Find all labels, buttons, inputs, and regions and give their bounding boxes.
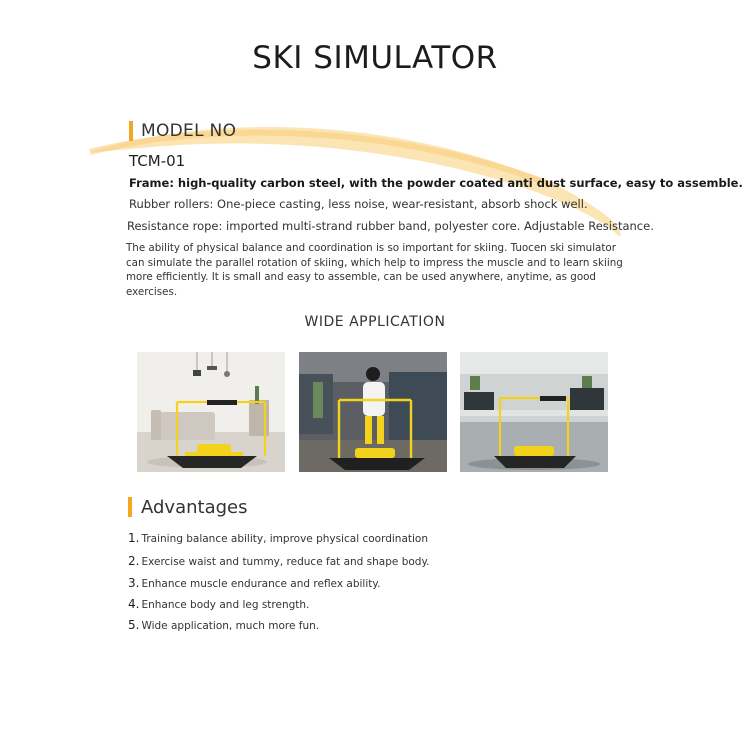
photo-indoor-training <box>299 352 447 472</box>
advantage-number: 5. <box>128 618 140 632</box>
spec-frame: Frame: high-quality carbon steel, with the powder coated anti dust surface, easy to assemble. <box>129 176 743 190</box>
spec-rope: Resistance rope: imported multi-strand rubber band, polyester core. Adjustable Resistance. <box>127 219 654 233</box>
advantage-number: 2. <box>128 554 140 568</box>
advantage-number: 3. <box>128 576 140 590</box>
advantage-item-3 <box>128 576 380 590</box>
advantage-item-4 <box>128 597 309 611</box>
advantage-number: 1. <box>128 531 140 545</box>
advantage-item-1 <box>128 531 428 545</box>
model-code: TCM-01 <box>129 152 186 170</box>
advantage-text: Enhance body and leg strength. <box>141 599 310 611</box>
application-heading: WIDE APPLICATION <box>304 314 446 330</box>
advantage-text: Exercise waist and tummy, reduce fat and shape body. <box>141 556 430 568</box>
advantage-text: Enhance muscle endurance and reflex ability. <box>141 578 381 590</box>
page-title: SKI SIMULATOR <box>252 40 498 76</box>
advantage-text: Training balance ability, improve physical coordination <box>141 533 429 545</box>
spec-rollers: Rubber rollers: One-piece casting, less noise, wear-resistant, absorb shock well. <box>129 197 588 211</box>
photo-office <box>460 352 608 472</box>
product-description: The ability of physical balance and coordination is so important for skiing. Tuocen ski simulator can simulate the parallel rotation of skiing, which help to impress the muscle and to learn skiing more efficiently. It is small and easy to assemble, can be used anywhere, anytime, as good exercises. <box>126 242 623 298</box>
photo-living-room <box>137 352 285 472</box>
model-heading-bar <box>129 121 133 141</box>
advantage-text: Wide application, much more fun. <box>141 620 320 632</box>
advantage-item-2 <box>128 554 430 568</box>
advantage-item-5 <box>128 618 319 632</box>
advantages-heading: Advantages <box>141 497 248 518</box>
advantages-heading-bar <box>128 497 132 517</box>
advantage-number: 4. <box>128 597 140 611</box>
model-heading: MODEL NO <box>141 121 237 141</box>
